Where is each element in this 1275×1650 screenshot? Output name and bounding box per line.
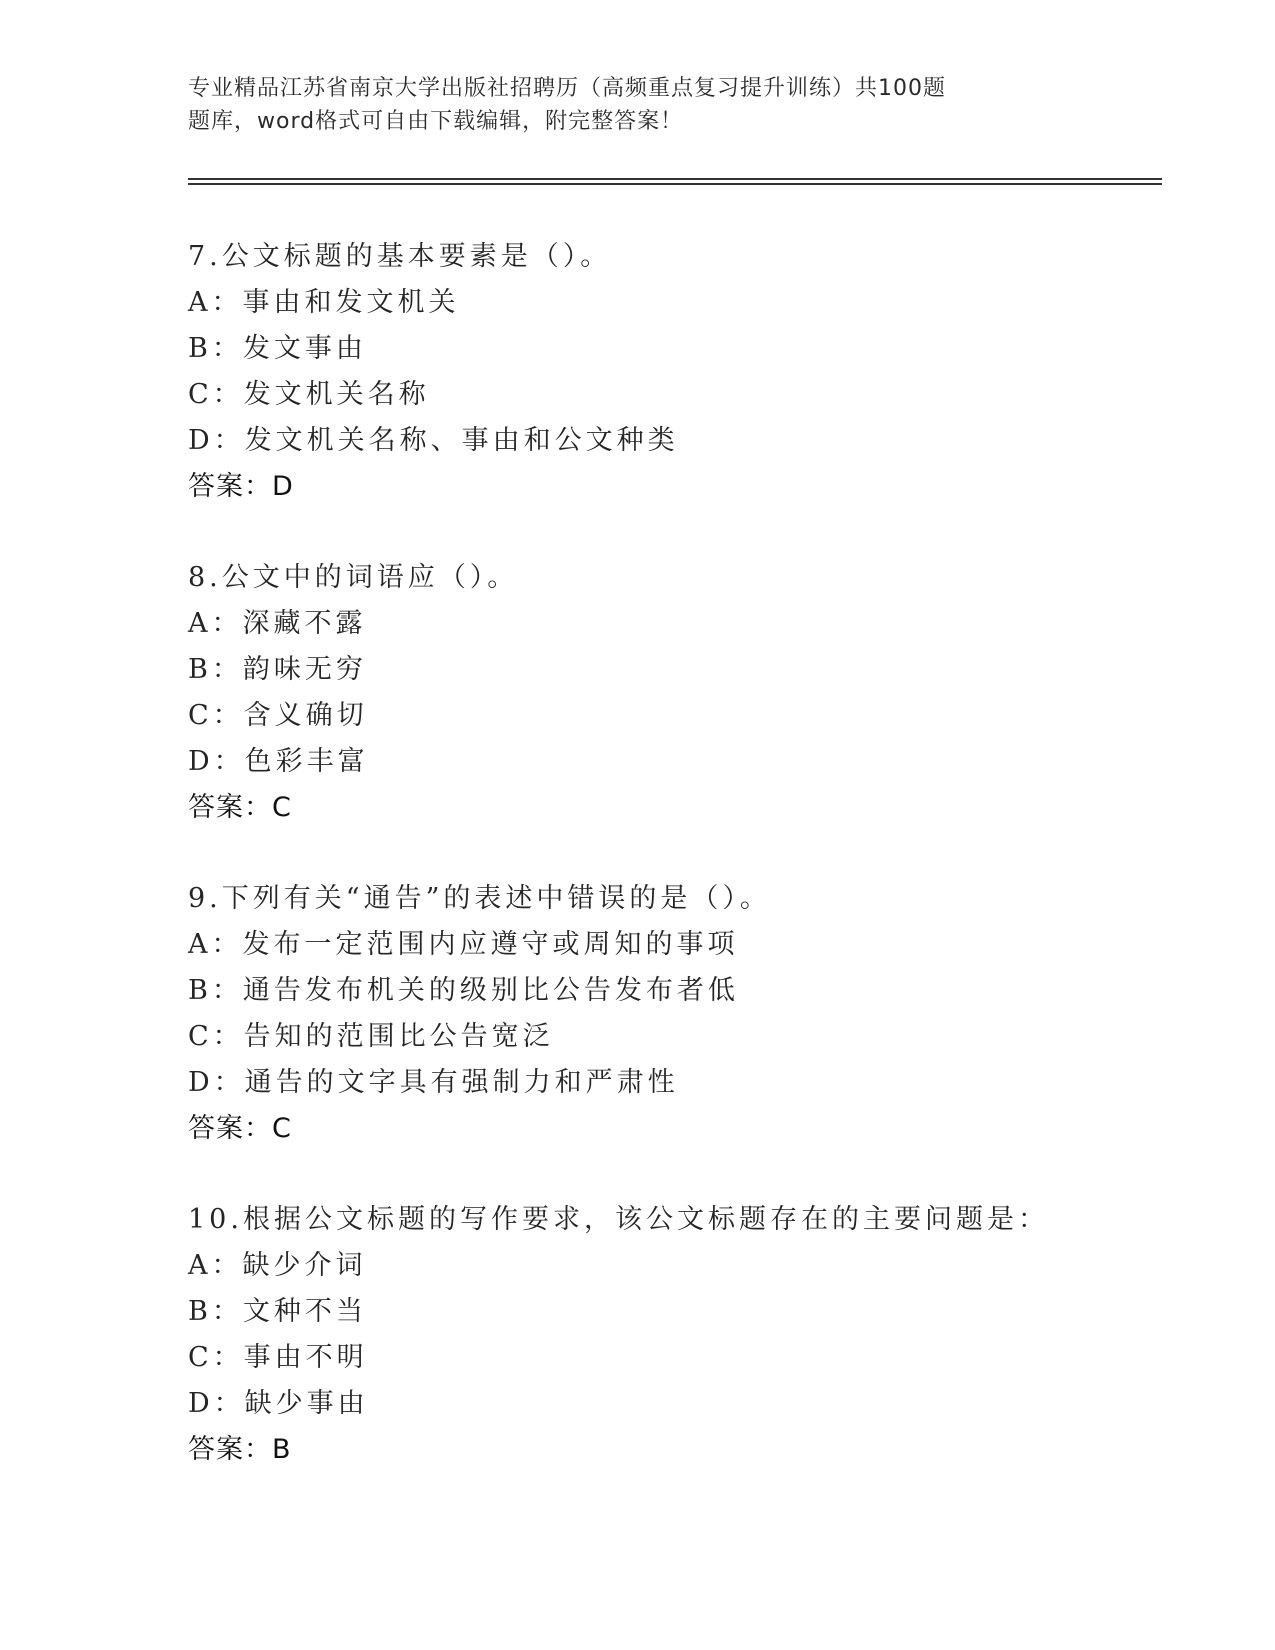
- header-line-2: 题库，word格式可自由下载编辑，附完整答案！: [188, 109, 684, 134]
- option-b: B：韵味无穷: [188, 654, 367, 685]
- header-line-1: 专业精品江苏省南京大学出版社招聘历（高频重点复习提升训练）共100题: [188, 76, 946, 101]
- option-d: D：色彩丰富: [188, 746, 369, 777]
- option-a: A：深藏不露: [188, 608, 367, 639]
- option-b: B：发文事由: [188, 333, 367, 364]
- question-7: [188, 234, 1148, 510]
- option-c: C：发文机关名称: [188, 379, 430, 410]
- document-header: [188, 72, 1028, 138]
- question-title: 7.公文标题的基本要素是（）。: [188, 241, 612, 272]
- option-b: B：文种不当: [188, 1296, 367, 1327]
- question-9: [188, 876, 1148, 1152]
- question-8: [188, 555, 1148, 831]
- option-a: A：发布一定范围内应遵守或周知的事项: [188, 929, 739, 960]
- answer: 答案：C: [188, 792, 292, 823]
- answer: 答案：D: [188, 471, 294, 502]
- option-c: C：含义确切: [188, 700, 368, 731]
- option-c: C：事由不明: [188, 1342, 368, 1373]
- answer: 答案：B: [188, 1434, 292, 1465]
- question-10: [188, 1197, 1148, 1473]
- header-divider-bottom: [188, 183, 1162, 185]
- question-title: 9.下列有关“通告”的表述中错误的是（）。: [188, 883, 771, 914]
- answer: 答案：C: [188, 1113, 292, 1144]
- question-title: 8.公文中的词语应（）。: [188, 562, 519, 593]
- option-d: D：发文机关名称、事由和公文种类: [188, 425, 679, 456]
- option-a: A：缺少介词: [188, 1250, 367, 1281]
- option-c: C：告知的范围比公告宽泛: [188, 1021, 554, 1052]
- question-title: 10.根据公文标题的写作要求，该公文标题存在的主要问题是：: [188, 1204, 1049, 1235]
- option-a: A：事由和发文机关: [188, 287, 460, 318]
- option-d: D：缺少事由: [188, 1388, 369, 1419]
- option-b: B：通告发布机关的级别比公告发布者低: [188, 975, 739, 1006]
- header-divider-top: [188, 178, 1162, 180]
- option-d: D：通告的文字具有强制力和严肃性: [188, 1067, 679, 1098]
